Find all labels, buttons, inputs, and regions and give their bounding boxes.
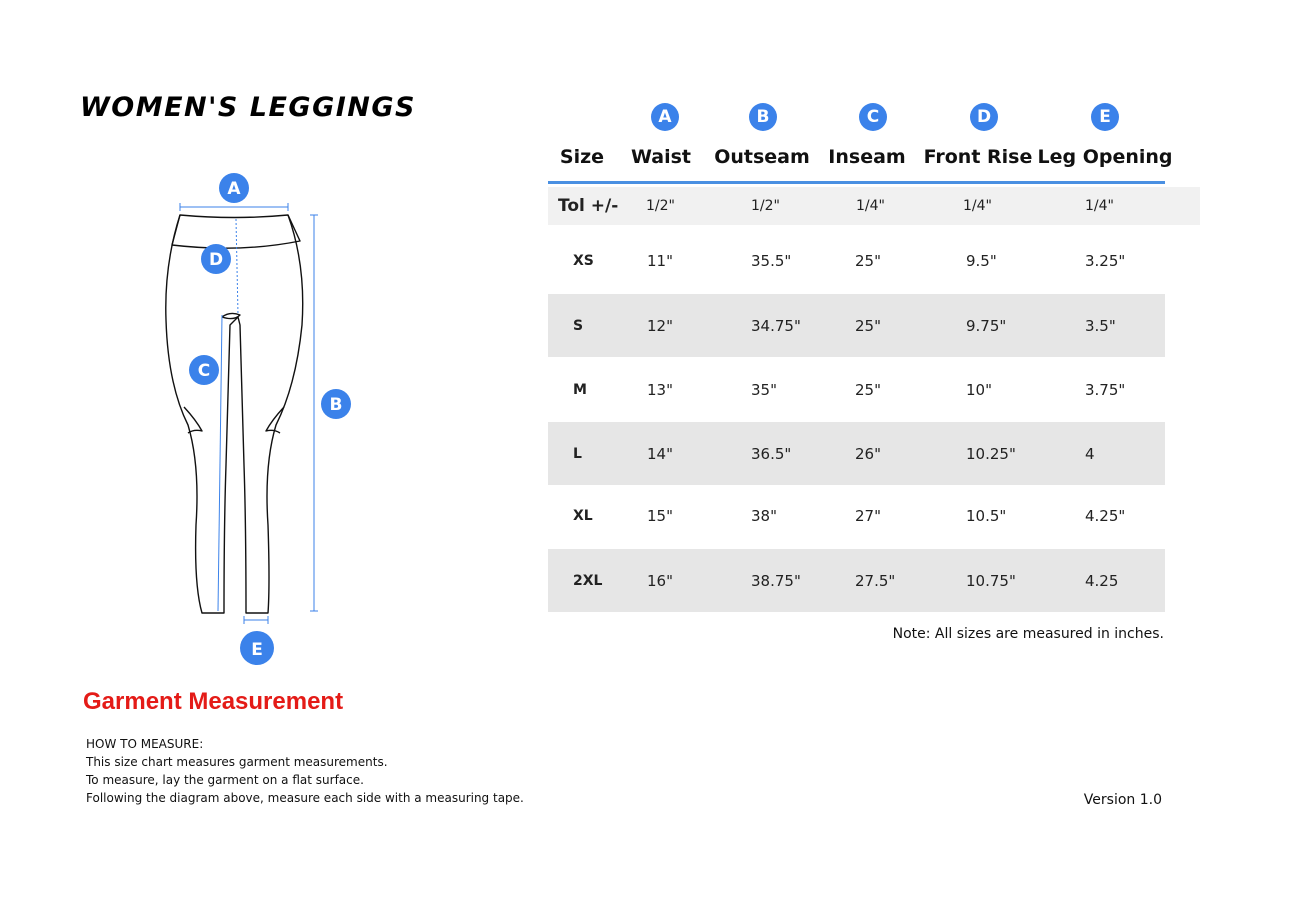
table-cell: 14" xyxy=(647,444,673,463)
table-cell: 34.75" xyxy=(751,316,801,335)
how-to-line: This size chart measures garment measurements. xyxy=(86,755,388,769)
table-cell: 27" xyxy=(855,507,881,525)
table-cell: 3.25" xyxy=(1085,252,1126,270)
badge-b xyxy=(321,389,351,419)
inseam-measure-line xyxy=(218,315,222,611)
table-cell: 25" xyxy=(855,380,881,399)
table-cell: 38" xyxy=(751,507,777,525)
badge-e xyxy=(240,631,274,665)
table-cell: 35.5" xyxy=(751,252,792,270)
table-cell: 1/4" xyxy=(1085,198,1114,214)
size-cell: M xyxy=(573,381,587,398)
table-cell: 1/4" xyxy=(963,198,992,214)
badge-d-label: D xyxy=(208,250,224,270)
version-label: Version 1.0 xyxy=(1083,792,1162,808)
table-cell: 36.5" xyxy=(751,444,792,463)
table-cell: 3.5" xyxy=(1085,316,1116,335)
waist-badge: A xyxy=(651,103,679,131)
table-cell: 25" xyxy=(855,252,881,270)
table-cell: 38.75" xyxy=(751,571,801,590)
table-cell: 26" xyxy=(855,444,881,463)
badge-e-label: E xyxy=(251,640,263,660)
header-size: Size xyxy=(559,146,605,168)
how-to-line: To measure, lay the garment on a flat surface. xyxy=(86,773,364,787)
header-leg-opening: Leg Opening xyxy=(1037,146,1173,168)
badge-b-label: B xyxy=(329,395,343,415)
table-cell: 9.75" xyxy=(966,316,1007,335)
badge-a-label: A xyxy=(227,179,241,199)
table-cell: 3.75" xyxy=(1085,380,1126,399)
table-row xyxy=(548,486,1165,546)
table-row xyxy=(548,549,1165,612)
tolerance-label: Tol +/- xyxy=(558,196,619,216)
tolerance-row xyxy=(548,187,1200,225)
table-cell: 10.5" xyxy=(966,507,1007,525)
badge-a xyxy=(219,173,249,203)
table-cell: 1/2" xyxy=(646,198,675,214)
table-row xyxy=(548,229,1165,293)
table-cell: 10" xyxy=(966,380,992,399)
header-front-rise: Front Rise xyxy=(923,146,1033,168)
badge-c xyxy=(189,355,219,385)
table-cell: 10.25" xyxy=(966,444,1016,463)
garment-measurement-title: Garment Measurement xyxy=(83,688,344,715)
table-cell: 9.5" xyxy=(966,252,997,270)
measurement-lines xyxy=(180,203,318,624)
units-note: Note: All sizes are measured in inches. xyxy=(892,626,1164,642)
leggings-outline xyxy=(166,215,303,613)
table-cell: 25" xyxy=(855,316,881,335)
size-cell: XS xyxy=(573,253,594,269)
size-cell: XL xyxy=(573,508,593,524)
header-inseam: Inseam xyxy=(828,146,906,168)
how-to-line: Following the diagram above, measure each side with a measuring tape. xyxy=(86,791,524,805)
table-cell: 16" xyxy=(647,571,673,590)
front-rise-measure-line xyxy=(236,219,238,315)
size-cell: L xyxy=(573,445,582,462)
badge-d xyxy=(201,244,231,274)
leg-opening-badge: E xyxy=(1091,103,1119,131)
inseam-badge: C xyxy=(859,103,887,131)
table-cell: 11" xyxy=(647,252,673,270)
table-cell: 4.25" xyxy=(1085,507,1126,525)
size-cell: 2XL xyxy=(573,572,603,589)
page-title: WOMEN'S LEGGINGS xyxy=(80,92,416,123)
table-cell: 1/4" xyxy=(856,198,885,214)
header-divider xyxy=(548,181,1165,184)
table-cell: 1/2" xyxy=(751,198,780,214)
table-row xyxy=(548,422,1165,485)
table-cell: 15" xyxy=(647,507,673,525)
table-cell: 35" xyxy=(751,380,777,399)
badge-c-label: C xyxy=(197,361,211,381)
how-to-measure xyxy=(86,735,524,807)
size-cell: S xyxy=(573,317,584,334)
leggings-diagram xyxy=(150,165,370,670)
table-row xyxy=(548,358,1165,421)
outseam-badge: B xyxy=(749,103,777,131)
table-cell: 12" xyxy=(647,316,673,335)
header-waist: Waist xyxy=(630,146,692,168)
table-cell: 13" xyxy=(647,380,673,399)
header-outseam: Outseam xyxy=(714,146,810,168)
table-cell: 27.5" xyxy=(855,571,896,590)
table-row xyxy=(548,294,1165,357)
table-cell: 4.25 xyxy=(1085,571,1119,590)
how-to-heading: HOW TO MEASURE: xyxy=(86,737,204,751)
front-rise-badge: D xyxy=(970,103,998,131)
table-cell: 4 xyxy=(1085,444,1095,463)
table-cell: 10.75" xyxy=(966,571,1016,590)
